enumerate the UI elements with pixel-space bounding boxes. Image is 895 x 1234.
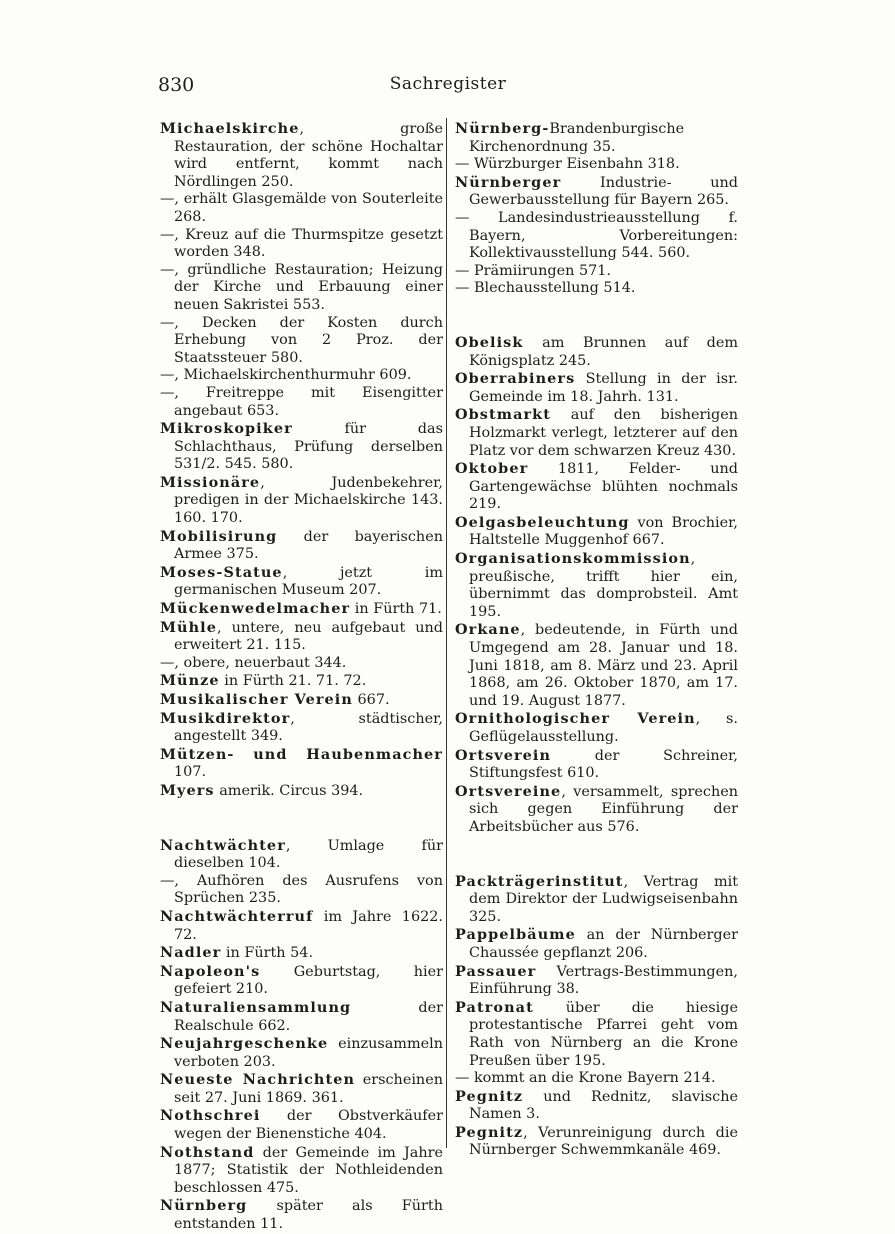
- index-entry: [160, 619, 443, 655]
- index-entry: [455, 999, 738, 1070]
- index-entry: [160, 420, 443, 474]
- index-entry-text: amerik. Circus 394.: [214, 782, 364, 799]
- index-keyword: Pappelbäume: [455, 926, 576, 944]
- index-entry-text: von Brochier, Haltstelle Muggenhof 667.: [469, 514, 738, 549]
- index-entry: [160, 999, 443, 1035]
- index-entry: [160, 1107, 443, 1143]
- index-entry-text: —, gründliche Restauration; Heizung der Kirche und Erbauung einer neuen Sakristei 553.: [160, 261, 443, 313]
- index-entry-text: in Fürth 71.: [350, 601, 442, 618]
- index-keyword: Nürnberger: [455, 173, 562, 191]
- index-entry-text: auf den bisherigen Holzmarkt verlegt, letzterer auf den Platz vor dem schwarzen Kreuz 430.: [469, 407, 738, 459]
- index-entry: [160, 782, 443, 801]
- index-keyword: Nürnberg: [160, 1197, 248, 1215]
- index-keyword: Mützen- und Haubenmacher: [160, 745, 443, 763]
- index-keyword: Mückenwedelmacher: [160, 600, 351, 618]
- index-entry: [160, 1071, 443, 1107]
- index-keyword: Münze: [160, 672, 220, 690]
- index-keyword: Passauer: [455, 962, 537, 980]
- index-entry-text: 107.: [174, 764, 207, 781]
- index-entry-text: über die hiesige protestantische Pfarrei geht vom Rath von Nürnberg an die Krone Preußen über 195.: [469, 999, 738, 1069]
- index-entry-text: , untere, neu aufgebaut und erweitert 21. 115.: [174, 619, 443, 654]
- index-entry: [160, 746, 443, 782]
- index-keyword: Myers: [160, 781, 215, 799]
- index-entry: [160, 691, 443, 710]
- index-entry: [455, 334, 738, 370]
- index-entry: [455, 174, 738, 210]
- index-entry-text: —, Decken der Kosten durch Erhebung von 2 Proz. der Staatssteuer 580.: [160, 314, 443, 366]
- index-entry: [160, 655, 443, 673]
- index-entry-text: der Schreiner, Stiftungsfest 610.: [469, 747, 738, 782]
- index-entry-text: der Realschule 662.: [174, 999, 443, 1034]
- index-keyword: Patronat: [455, 998, 534, 1016]
- index-entry: [455, 406, 738, 460]
- index-entry: [160, 191, 443, 226]
- index-keyword: Organisationskommission: [455, 550, 691, 568]
- index-entry-text: und Rednitz, slavische Namen 3.: [469, 1088, 738, 1123]
- running-head: Sachregister: [389, 74, 507, 94]
- index-entry: [455, 1088, 738, 1124]
- index-entry: [160, 963, 443, 999]
- index-keyword: Pegnitz: [455, 1087, 524, 1105]
- index-entry: [455, 710, 738, 746]
- index-keyword: Napoleon's: [160, 962, 261, 980]
- index-keyword: Naturaliensammlung: [160, 998, 352, 1016]
- index-entry-text: —, Aufhören des Ausrufens von Sprüchen 235.: [160, 872, 443, 907]
- index-column-right: [455, 120, 738, 1160]
- index-entry: [160, 710, 443, 746]
- index-entry-text: — Landesindustrieausstellung f. Bayern, Vorbereitungen: Kollektivausstellung 544. 560.: [455, 209, 738, 262]
- index-entry: [160, 837, 443, 873]
- index-entry: [160, 528, 443, 564]
- index-keyword: Ornithologischer Verein: [455, 710, 696, 728]
- index-keyword: Packträgerinstitut: [455, 872, 624, 890]
- index-keyword: Oberrabiners: [455, 370, 576, 388]
- index-keyword: Neueste Nachrichten: [160, 1071, 356, 1089]
- index-entry-text: der bayerischen Armee 375.: [174, 528, 443, 563]
- index-entry-text: , Umlage für dieselben 104.: [174, 837, 443, 872]
- index-entry-text: 667.: [352, 692, 390, 708]
- index-entry: [455, 747, 738, 783]
- index-entry: [160, 474, 443, 528]
- index-entry: [455, 370, 738, 406]
- index-keyword: Musikalischer Verein: [160, 691, 353, 708]
- index-keyword: Neujahrgeschenke: [160, 1035, 329, 1053]
- column-divider: [446, 118, 447, 1148]
- index-entry: [160, 262, 443, 315]
- index-entry: [160, 944, 443, 963]
- index-entry: [160, 227, 443, 262]
- index-entry: [455, 210, 738, 263]
- index-entry: [160, 1197, 443, 1233]
- page-header: [158, 74, 738, 98]
- index-entry-text: am Brunnen auf dem Königsplatz 245.: [469, 334, 738, 369]
- index-entry-text: Stellung in der isr. Gemeinde im 18. Jahrh. 131.: [469, 371, 738, 405]
- index-entry: [160, 873, 443, 908]
- index-keyword: Nothstand: [160, 1143, 255, 1161]
- index-entry-text: , städtischer, angestellt 349.: [174, 710, 443, 745]
- index-entry: [455, 120, 738, 156]
- page-number: 830: [158, 74, 195, 96]
- index-entry-text: , Vertrag mit dem Direktor der Ludwigseisenbahn 325.: [469, 873, 738, 925]
- index-entry: [160, 385, 443, 420]
- index-keyword: Ortsvereine: [455, 782, 562, 800]
- index-entry-text: —, Michaelskirchenthurmuhr 609.: [160, 367, 412, 384]
- index-entry-text: —, erhält Glasgemälde von Souterleite 268.: [160, 191, 443, 225]
- index-entry-text: , s. Geflügelausstellung.: [469, 711, 738, 745]
- index-entry-text: , versammelt, sprechen sich gegen Einführung der Arbeitsbücher aus 576.: [469, 783, 738, 835]
- index-entry: [455, 873, 738, 927]
- index-entry-text: erscheinen seit 27. Juni 1869. 361.: [174, 1072, 443, 1106]
- index-entry-text: , große Restauration, der schöne Hochaltar wird entfernt, kommt nach Nördlingen 250.: [174, 121, 443, 190]
- index-keyword: Oktober: [455, 460, 529, 478]
- index-keyword: Ortsverein: [455, 746, 552, 764]
- index-keyword: Mobilisirung: [160, 527, 278, 545]
- index-entry: [455, 263, 738, 281]
- index-entry: [160, 600, 443, 619]
- index-entry-text: —, Kreuz auf die Thurmspitze gesetzt worden 348.: [160, 226, 443, 261]
- index-entry-text: in Fürth 21. 71. 72.: [219, 673, 367, 690]
- index-entry-text: der Gemeinde im Jahre 1877; Statistik der Nothleidenden beschlossen 475.: [174, 1144, 443, 1196]
- index-entry: [160, 564, 443, 600]
- index-entry-text: der Obstverkäufer wegen der Bienenstiche 404.: [174, 1108, 443, 1143]
- section-gap: [455, 298, 738, 334]
- index-entry-text: im Jahre 1622. 72.: [174, 908, 443, 943]
- index-entry: [160, 908, 443, 944]
- index-entry: [455, 783, 738, 837]
- index-entry: [455, 156, 738, 174]
- index-keyword: Nothschrei: [160, 1107, 261, 1125]
- index-entry-text: Geburtstag, hier gefeiert 210.: [174, 963, 443, 998]
- index-entry: [455, 514, 738, 550]
- index-entry-text: —, Freitreppe mit Eisengitter angebaut 653.: [160, 384, 443, 419]
- index-entry-text: — Blechausstellung 514.: [455, 280, 636, 297]
- index-entry-text: 1811, Felder- und Gartengewächse blühten nochmals 219.: [469, 461, 738, 513]
- index-entry: [160, 315, 443, 368]
- section-gap: [160, 801, 443, 837]
- index-entry: [160, 1144, 443, 1198]
- index-entry-text: in Fürth 54.: [221, 945, 314, 962]
- index-entry-text: — Prämiirungen 571.: [455, 262, 611, 279]
- index-entry-text: einzusammeln verboten 203.: [174, 1036, 443, 1070]
- index-entry: [160, 1035, 443, 1071]
- index-keyword: Moses-Statue: [160, 563, 283, 581]
- section-gap: [455, 837, 738, 873]
- index-entry: [455, 1070, 738, 1088]
- index-entry-text: Brandenburgische Kirchenordnung 35.: [469, 121, 685, 155]
- index-entry-text: —, obere, neuerbaut 344.: [160, 654, 347, 671]
- index-entry: [160, 120, 443, 191]
- index-keyword: Oelgasbeleuchtung: [455, 513, 630, 531]
- index-entry: [455, 1124, 738, 1160]
- index-entry-text: , jetzt im germanischen Museum 207.: [174, 564, 443, 599]
- index-entry-text: , Judenbekehrer, predigen in der Michaelskirche 143. 160. 170.: [174, 474, 443, 527]
- index-keyword: Michaelskirche: [160, 120, 300, 137]
- index-keyword: Nürnberg-: [455, 120, 550, 137]
- index-entry: [455, 280, 738, 298]
- index-entry-text: , bedeutende, in Fürth und Umgegend am 28. Januar und 18. Juni 1818, am 8. März und 23. April 1868, am 26. Oktober 1870, am 17. und 19. August 1877.: [469, 622, 738, 709]
- index-entry-text: später als Fürth entstanden 11.: [174, 1198, 443, 1233]
- index-entry-text: , preußische, trifft hier ein, übernimmt das domprobsteil. Amt 195.: [469, 551, 738, 620]
- index-entry: [455, 621, 738, 710]
- index-entry: [160, 672, 443, 691]
- index-keyword: Nachtwächter: [160, 836, 286, 854]
- index-keyword: Nadler: [160, 944, 222, 962]
- index-entry-text: Industrie- und Gewerbausstellung für Bayern 265.: [469, 174, 738, 209]
- index-keyword: Obstmarkt: [455, 406, 551, 424]
- index-entry: [455, 550, 738, 621]
- index-entry: [455, 926, 738, 962]
- index-keyword: Mikroskopiker: [160, 420, 293, 438]
- index-entry-text: — Würzburger Eisenbahn 318.: [455, 156, 680, 173]
- index-entry-text: , Verunreinigung durch die Nürnberger Schwemmkanäle 469.: [469, 1124, 738, 1159]
- index-keyword: Musikdirektor: [160, 709, 291, 727]
- index-keyword: Pegnitz: [455, 1123, 524, 1141]
- index-entry-text: — kommt an die Krone Bayern 214.: [455, 1070, 716, 1087]
- index-entry: [455, 963, 738, 999]
- index-entry-text: Vertrags-Bestimmungen, Einführung 38.: [469, 963, 738, 998]
- index-entry-text: für das Schlachthaus, Prüfung derselben 531/2. 545. 580.: [174, 421, 443, 473]
- index-keyword: Missionäre: [160, 473, 261, 491]
- index-keyword: Obelisk: [455, 333, 524, 351]
- index-keyword: Mühle: [160, 618, 217, 636]
- index-entry: [455, 460, 738, 514]
- index-keyword: Orkane: [455, 621, 521, 639]
- index-entry: [160, 367, 443, 385]
- index-keyword: Nachtwächterruf: [160, 907, 314, 925]
- index-entry-text: an der Nürnberger Chaussée gepflanzt 206.: [469, 927, 738, 961]
- index-column-left: [160, 120, 443, 1234]
